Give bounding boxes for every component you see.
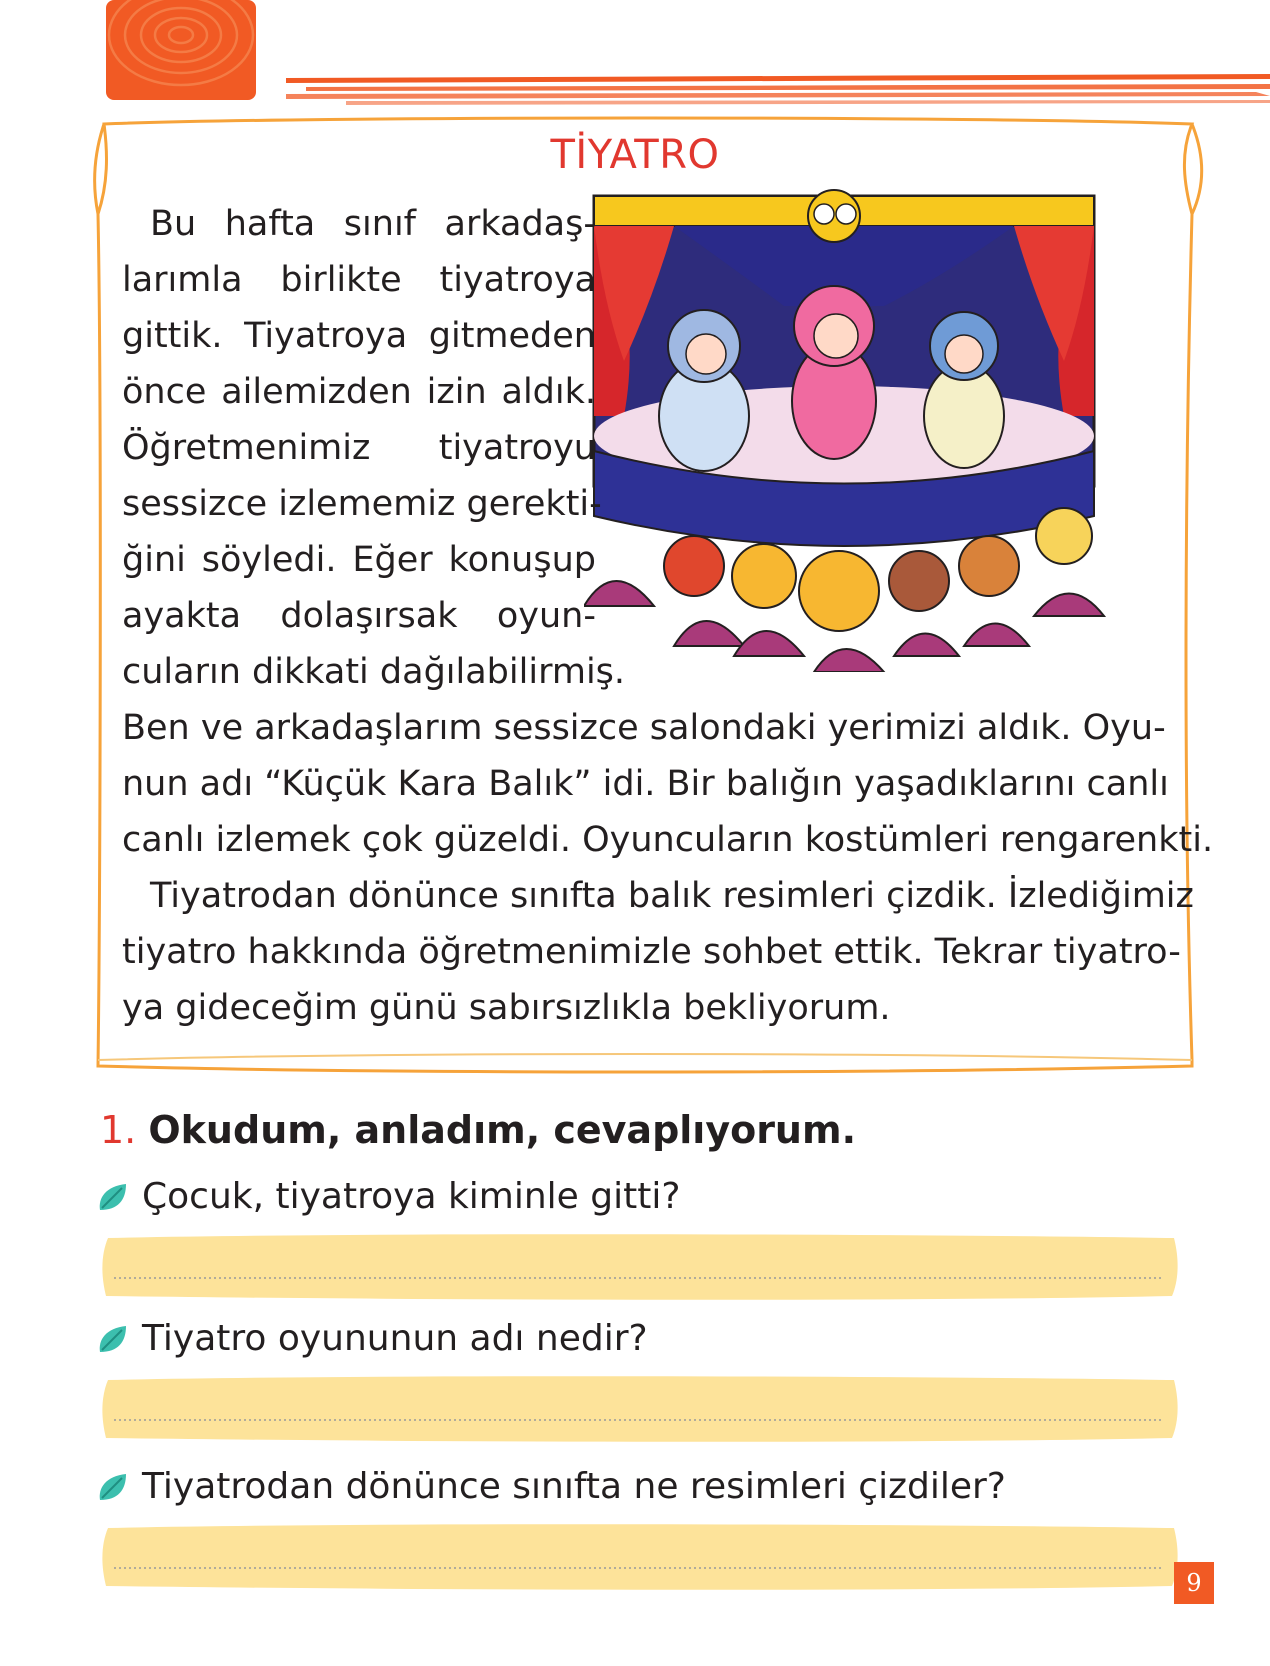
answer-field-3[interactable] [98, 1522, 1180, 1592]
leaf-bullet-icon [96, 1180, 130, 1214]
answer-field-1[interactable] [98, 1232, 1180, 1302]
story-line: larımla birlikte tiyatroya [122, 260, 596, 300]
story-paragraph-main [122, 700, 1214, 1036]
answer-strip-background [98, 1232, 1180, 1302]
story-line: sessizce izlememiz gerekti- [122, 484, 602, 524]
story-line: Öğretmenimiz tiyatroyu [122, 428, 596, 468]
story-line: nun adı “Küçük Kara Balık” idi. Bir balığın yaşadıklarını canlı [122, 764, 1169, 804]
story-line: ğini söyledi. Eğer konuşup [122, 540, 596, 580]
answer-strip-background [98, 1522, 1180, 1592]
header-brush-stripes [286, 70, 1270, 110]
story-line: önce ailemizden izin aldık. [122, 372, 596, 412]
question-text: Tiyatrodan dönünce sınıfta ne resimleri çizdiler? [142, 1466, 1006, 1507]
story-line: canlı izlemek çok güzeldi. Oyuncuların kostümleri rengarenkti. [122, 820, 1214, 860]
answer-strip-background [98, 1374, 1180, 1444]
story-line: Bu hafta sınıf arkadaş- [150, 204, 596, 244]
story-line: gittik. Tiyatroya gitmeden [122, 316, 596, 356]
page-number: 9 [1174, 1562, 1214, 1604]
question-text: Tiyatro oyununun adı nedir? [142, 1318, 648, 1359]
story-title: TİYATRO [550, 132, 720, 178]
exercise-heading [100, 1108, 856, 1152]
story-line: ayakta dolaşırsak oyun- [122, 596, 596, 636]
story-line: cuların dikkati dağılabilirmiş. [122, 652, 626, 692]
story-line: ya gideceğim günü sabırsızlıkla bekliyorum. [122, 988, 891, 1028]
corner-tab-decoration [106, 0, 256, 100]
question-text: Çocuk, tiyatroya kiminle gitti? [142, 1176, 681, 1217]
question-3 [96, 1466, 1006, 1507]
answer-field-2[interactable] [98, 1374, 1180, 1444]
story-line: Ben ve arkadaşlarım sessizce salondaki yerimizi aldık. Oyu- [122, 708, 1166, 748]
leaf-bullet-icon [96, 1470, 130, 1504]
question-1 [96, 1176, 680, 1217]
story-line: tiyatro hakkında öğretmenimizle sohbet ettik. Tekrar tiyatro- [122, 932, 1181, 972]
story-body [122, 196, 1214, 1036]
exercise-title: Okudum, anladım, cevaplıyorum. [148, 1108, 857, 1152]
story-paragraph-intro [122, 196, 626, 700]
question-2 [96, 1318, 648, 1359]
exercise-number: 1. [100, 1108, 137, 1152]
story-line: Tiyatrodan dönünce sınıfta balık resimleri çizdik. İzlediğimiz [150, 876, 1194, 916]
leaf-bullet-icon [96, 1322, 130, 1356]
